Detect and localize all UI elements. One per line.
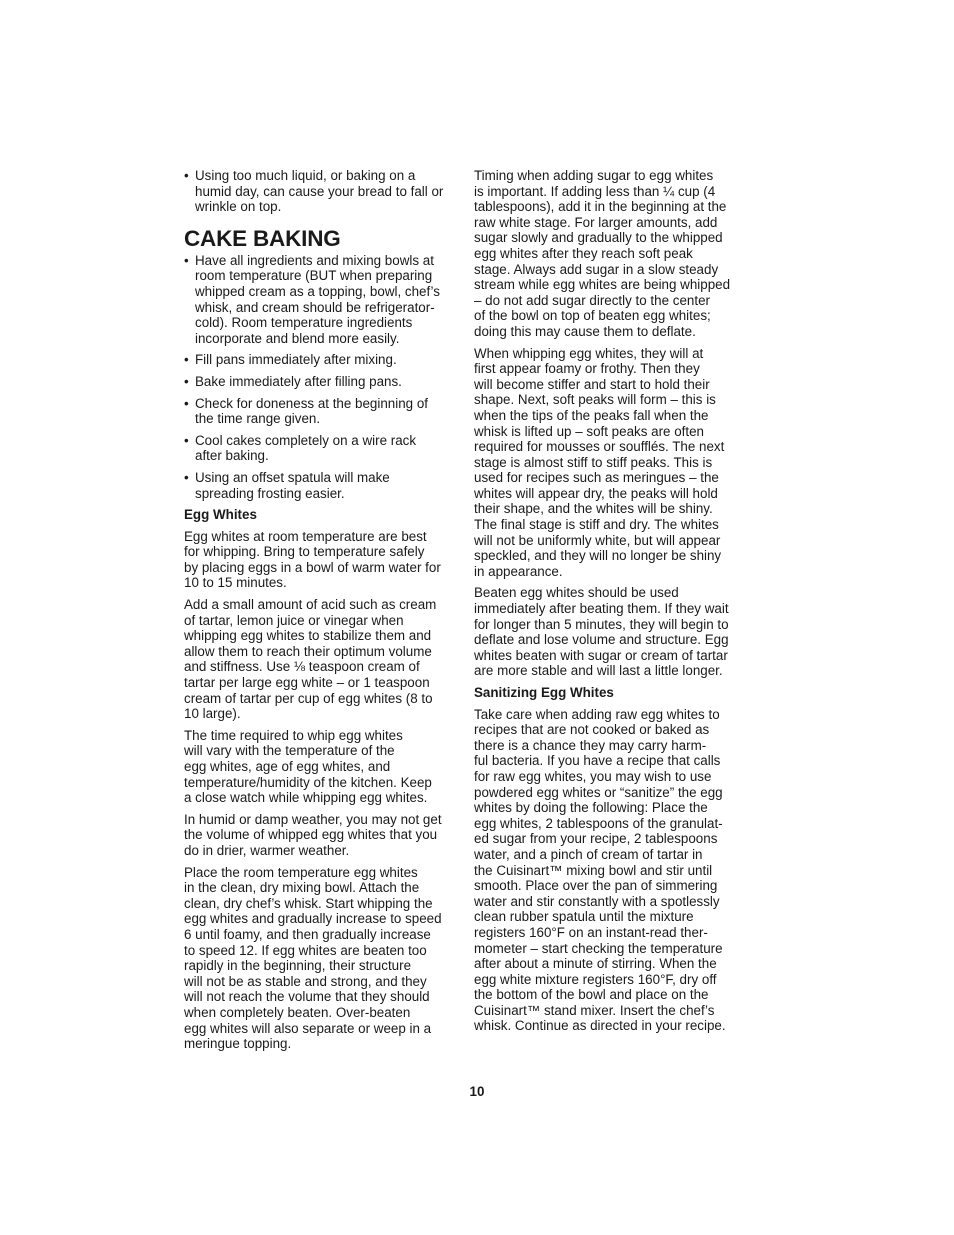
paragraph: When whipping egg whites, they will at first appear foamy or frothy. Then they will become stiffer and start to hold their shape. Next, soft peaks will form – this is when the tips of the peaks fall when the whisk is lifted up – soft peaks are often required for mousses or soufflés. The next stage is almost stiff to stiff peaks. This is used for recipes such as meringues – the whites will appear dry, the peaks will hold their shape, and the whites will be shiny. The final stage is stiff and dry. The whites will not be uniformly white, but will appear speckled, and they will no longer be shiny in appearance. <box>474 345 725 579</box>
cake-bullet-list <box>184 253 460 501</box>
intro-bullet-list <box>184 168 460 215</box>
paragraph: Take care when adding raw egg whites to recipes that are not cooked or baked as there is a chance they may carry harm- ful bacteria. If you have a recipe that calls for raw egg whites, you may wish to use powdered egg whites or “sanitize” the egg whites by doing the following: Place the egg whites, 2 tablespoons of the granulat- ed sugar from your recipe, 2 tablespoons water, and a pinch of cream of tartar in the Cuisinart™ mixing bowl and stir until smooth. Place over the pan of simmering water and stir constantly with a spotlessly clean rubber spatula until the mixture registers 160°F on an instant-read ther- mometer – start checking the temperature after about a minute of stirring. When the egg white mixture registers 160°F, dry off the bottom of the bowl and place on the Cuisinart™ stand mixer. Insert the chef’s whisk. Continue as directed in your recipe. <box>474 706 726 1034</box>
right-column <box>474 168 750 1040</box>
paragraph: Place the room temperature egg whites in the clean, dry mixing bowl. Attach the clean, dry chef’s whisk. Start whipping the egg whites and gradually increase to speed 6 until foamy, and then gradually increase to speed 12. If egg whites are beaten too rapidly in the beginning, their structure will not be as stable and strong, and they will not reach the volume that they should when completely beaten. Over-beaten egg whites will also separate or weep in a meringue topping. <box>184 864 442 1052</box>
left-column <box>184 168 460 1058</box>
paragraph: Egg whites at room temperature are best for whipping. Bring to temperature safely by placing eggs in a bowl of warm water for 10 to 15 minutes. <box>184 528 441 591</box>
list-item: • Bake immediately after filling pans. <box>184 374 460 390</box>
paragraph: In humid or damp weather, you may not get the volume of whipped egg whites that you do in drier, warmer weather. <box>184 811 442 858</box>
sanitizing-heading: Sanitizing Egg Whites <box>474 685 614 700</box>
list-item: • Have all ingredients and mixing bowls at room temperature (BUT when preparing whipped cream as a topping, bowl, chef’s whisk, and cream should be refrigerator- cold). Room temperature ingredients incorporate and blend more easily. <box>184 253 460 347</box>
paragraph: Add a small amount of acid such as cream of tartar, lemon juice or vinegar when whipping egg whites to stabilize them and allow them to reach their optimum volume and stiffness. Use ⅛ teaspoon cream of tartar per large egg white – or 1 teaspoon cream of tartar per cup of egg whites (8 to 10 large). <box>184 597 437 722</box>
list-item: • Using an offset spatula will make spreading frosting easier. <box>184 470 460 501</box>
paragraph: The time required to whip egg whites will vary with the temperature of the egg whites, age of egg whites, and temperature/humidity of the kitchen. Keep a close watch while whipping egg whites. <box>184 727 432 806</box>
section-title: CAKE BAKING <box>184 225 341 251</box>
page-number: 10 <box>469 1084 485 1099</box>
list-item: • Cool cakes completely on a wire rack after baking. <box>184 433 460 464</box>
list-item: • Using too much liquid, or baking on a humid day, can cause your bread to fall or wrinkle on top. <box>184 168 460 215</box>
paragraph: Timing when adding sugar to egg whites is important. If adding less than ¼ cup (4 tablespoons), add it in the beginning at the raw white stage. For larger amounts, add sugar slowly and gradually to the whipped egg whites after they reach soft peak stage. Always add sugar in a slow steady stream while egg whites are being whipped – do not add sugar directly to the center of the bowl on top of beaten egg whites; doing this may cause them to deflate. <box>474 168 731 339</box>
list-item: • Check for doneness at the beginning of the time range given. <box>184 396 460 427</box>
egg-whites-heading: Egg Whites <box>184 507 257 523</box>
paragraph: Beaten egg whites should be used immediately after beating them. If they wait for longer than 5 minutes, they will begin to deflate and lose volume and structure. Egg whites beaten with sugar or cream of tartar are more stable and will last a little longer. <box>474 585 729 679</box>
list-item: • Fill pans immediately after mixing. <box>184 352 460 368</box>
